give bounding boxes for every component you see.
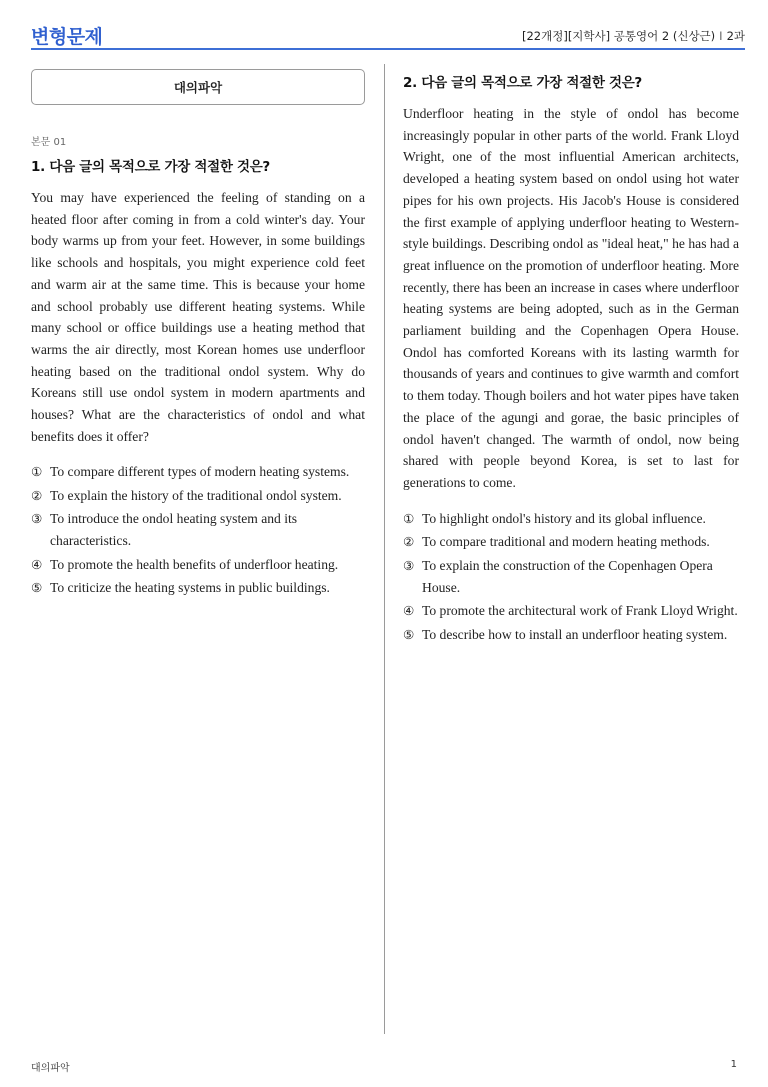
question-2: 2. 다음 글의 목적으로 가장 적절한 것은? [403, 75, 642, 91]
option-item[interactable] [403, 555, 739, 599]
option-text: To promote the architectural work of Frank Lloyd Wright. [422, 603, 738, 619]
option-number: ④ [403, 603, 415, 619]
passage-1: You may have experienced the feeling of standing on a heated floor after coming in from a cold winter's day. Your body warms up from your feet. However, in some buildings like schools and hospitals, you might experience cold feet and warm air at the same time. This is because your home and school probably use different heating systems. While many school or office buildings use a heating method that warms the air directly, most Korean homes use underfloor heating based on the traditional ondol system. Why do Koreans still use ondol system in modern apartments and houses? What are the characteristics of ondol and what benefits does it offer? [31, 190, 365, 444]
option-text: To criticize the heating systems in public buildings. [50, 580, 330, 596]
option-item[interactable] [403, 531, 739, 553]
passage-2: Underfloor heating in the style of ondol has become increasingly popular in other parts of the world. Frank Lloyd Wright, one of the most influential American architects, developed a heating system based on ondol using hot water pipes for his own projects. His Jacob's House is considered the first example of applying underfloor heating to Western-style buildings. Describing ondol as "ideal heat," he has had a great influence on the promotion of underfloor heating. More recently, there has been an increase in cases where underfloor heating systems are being adopted, such as in the German parliament building and the Copenhagen Opera House. Ondol has comforted Koreans with its lasting warmth for thousands of years and continues to give warmth and comfort to them today. Though boilers and hot water pipes have taken the place of the agungi and gorae, the basic principles of ondol haven't changed. The warmth of ondol, now being shared with people beyond Korea, is set to last for generations to come. [403, 106, 739, 490]
option-item[interactable] [31, 554, 365, 576]
option-number: ⑤ [31, 580, 43, 596]
question-1: 1. 다음 글의 목적으로 가장 적절한 것은? [31, 159, 270, 175]
option-item[interactable] [403, 508, 739, 530]
right-column [403, 64, 739, 647]
option-text: To introduce the ondol heating system and its characteristics. [50, 511, 298, 549]
option-number: ① [403, 510, 415, 526]
section-title-box: 대의파악 [31, 69, 365, 105]
page-header [31, 0, 745, 50]
option-number: ④ [31, 556, 43, 572]
left-column [31, 64, 365, 601]
answer-options-2 [403, 508, 739, 646]
option-number: ③ [403, 557, 415, 573]
option-item[interactable] [403, 600, 739, 622]
option-text: To describe how to install an underfloor heating system. [422, 626, 728, 642]
footer-section-label: 대의파악 [31, 1063, 70, 1074]
option-number: ② [31, 487, 43, 503]
header-meta [522, 28, 745, 44]
option-number: ⑤ [403, 626, 415, 642]
option-item[interactable] [31, 508, 365, 552]
option-number: ② [403, 534, 415, 550]
column-divider [384, 64, 385, 1034]
answer-options-1 [31, 461, 365, 599]
passage-label: 본문 01 [31, 137, 67, 148]
option-text: To explain the history of the traditional ondol system. [50, 487, 342, 503]
option-text: To highlight ondol's history and its global influence. [422, 510, 706, 526]
option-text: To compare traditional and modern heating methods. [422, 534, 710, 550]
header-separator: I [719, 29, 723, 43]
option-item[interactable] [31, 461, 365, 483]
page-number: 1 [730, 1059, 737, 1070]
option-text: To promote the health benefits of underfloor heating. [50, 556, 339, 572]
page-title: 변형문제 [31, 26, 103, 48]
option-item[interactable] [403, 624, 739, 646]
option-text: To explain the construction of the Copenhagen Opera House. [422, 557, 713, 595]
lesson-label: 2과 [726, 29, 745, 43]
textbook-info: [22개정][지학사] 공통영어 2 (신상근) [522, 29, 716, 43]
option-number: ① [31, 464, 43, 480]
option-item[interactable] [31, 577, 365, 599]
option-item[interactable] [31, 485, 365, 507]
option-number: ③ [31, 511, 43, 527]
option-text: To compare different types of modern heating systems. [50, 464, 350, 480]
